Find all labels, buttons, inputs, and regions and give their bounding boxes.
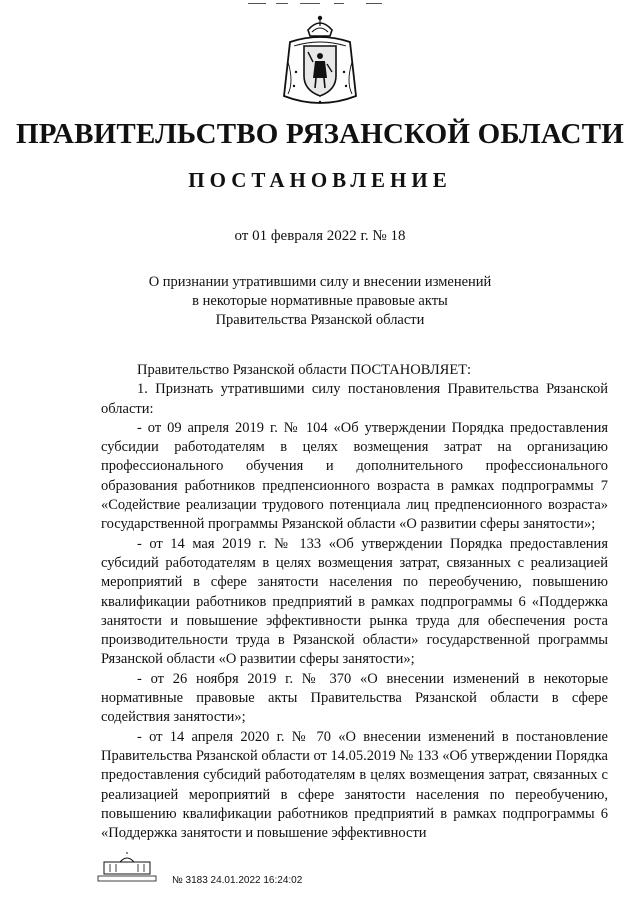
document-date-number: от 01 февраля 2022 г. № 18 (234, 228, 406, 244)
list-item: - от 14 мая 2019 г. № 133 «Об утверждении Порядка предоставления субсидий работодателям в целях возмещения затрат, связанных с реализацией мероприятий в сфере занятости населения по переобучению, повышению квалификации работников предприятий в рамках подпрограммы 6 «Поддержка занятости и повышение эффективности рынка труда для обеспечения роста производительности труда в Рязанской области» государственной программы Рязанской области «О развитии сферы занятости»; (101, 535, 608, 668)
list-item: - от 14 апреля 2020 г. № 70 «О внесении изменений в постановление Правительства Рязанской области от 14.05.2019 № 133 «Об утверждении Порядка предоставления субсидий работодателям в целях возмещения затрат, связанных с реализацией мероприятий в сфере занятости населения по переобучению, повышению квалификации работников предприятий в рамках подпрограммы 6 «Поддержка занятости и повышение эффективности (101, 728, 608, 842)
list-item: - от 26 ноября 2019 г. № 370 «О внесении изменений в некоторые нормативные правовые акты Правительства Рязанской области в сфере содействия занятости»; (101, 670, 608, 726)
scan-artifact-dots (248, 2, 398, 6)
document-type: ПОСТАНОВЛЕНИЕ (188, 168, 452, 192)
preamble: Правительство Рязанской области ПОСТАНОВЛЯЕТ: (137, 362, 472, 378)
registration-number: № 3183 24.01.2022 16:24:02 (172, 875, 303, 886)
list-item: - от 09 апреля 2019 г. № 104 «Об утверждении Порядка предоставления субсидии работодателям в целях возмещения затрат на организацию профессионального обучения и дополнительного профессионального образования работников предпенсионного возраста в рамках подпрограммы 7 «Содействие реализации трудового потенциала лиц предпенсионного возраста» государственной программы Рязанской области «О развитии сферы занятости»; (101, 419, 608, 533)
coat-of-arms-icon (270, 12, 370, 112)
document-subject (0, 273, 640, 330)
subject-line: О признании утратившими силу и внесении изменений (148, 274, 492, 290)
subject-line: в некоторые нормативные правовые акты (192, 293, 448, 309)
subject-line: Правительства Рязанской области (215, 312, 425, 328)
registration-stamp-icon (96, 852, 158, 884)
item-1: 1. Признать утратившими силу постановления Правительства Рязанской области: (101, 381, 608, 417)
government-title: ПРАВИТЕЛЬСТВО РЯЗАНСКОЙ ОБЛАСТИ (16, 118, 624, 150)
document-body (101, 361, 608, 843)
